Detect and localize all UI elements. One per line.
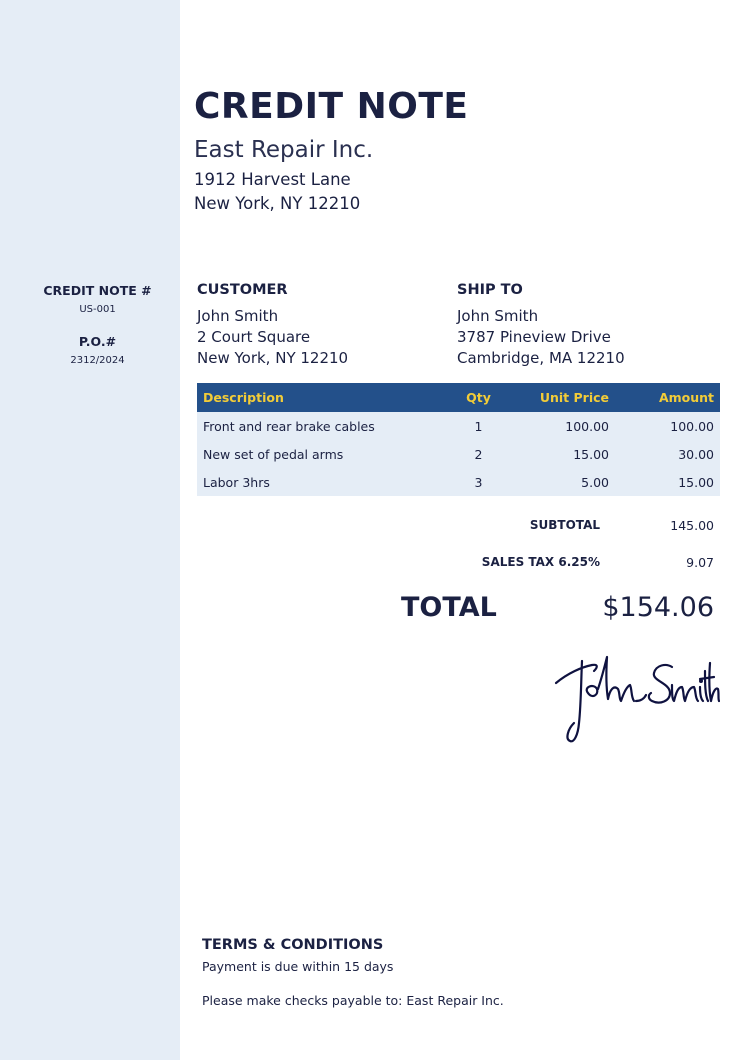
ship-to-heading: SHIP TO <box>457 282 523 298</box>
po-number-value: 2312/2024 <box>70 355 125 366</box>
ship-to-name: John Smith <box>457 307 539 325</box>
credit-note-number-label: CREDIT NOTE # <box>43 283 152 298</box>
terms-heading: TERMS & CONDITIONS <box>202 937 384 953</box>
table-row <box>197 412 720 440</box>
po-number-label: P.O.# <box>78 334 117 349</box>
item-amount: 15.00 <box>678 474 714 490</box>
item-qty: 2 <box>474 446 483 462</box>
item-description: Labor 3hrs <box>203 474 270 490</box>
sales-tax-value: 9.07 <box>686 555 714 570</box>
column-header-unit-price: Unit Price <box>539 390 609 405</box>
table-row <box>197 468 720 496</box>
item-amount: 100.00 <box>670 418 714 434</box>
signature-image <box>548 643 720 751</box>
company-address-line1: 1912 Harvest Lane <box>194 170 351 189</box>
subtotal-value: 145.00 <box>670 518 714 533</box>
item-unit-price: 15.00 <box>573 446 609 462</box>
item-unit-price: 100.00 <box>565 418 609 434</box>
total-label: TOTAL <box>401 592 497 623</box>
company-name: East Repair Inc. <box>194 137 374 163</box>
item-unit-price: 5.00 <box>581 474 609 490</box>
sales-tax-label: SALES TAX 6.25% <box>481 555 600 569</box>
ship-to-address-line1: 3787 Pineview Drive <box>457 328 611 346</box>
customer-address-line1: 2 Court Square <box>197 328 311 346</box>
terms-payment-due: Payment is due within 15 days <box>202 959 394 974</box>
customer-name: John Smith <box>197 307 279 325</box>
item-description: Front and rear brake cables <box>203 418 375 434</box>
credit-note-number-value: US-001 <box>79 304 116 315</box>
document-title: CREDIT NOTE <box>194 86 469 127</box>
item-description: New set of pedal arms <box>203 446 344 462</box>
column-header-amount: Amount <box>658 390 714 405</box>
terms-payable-to: Please make checks payable to: East Repair Inc. <box>202 993 504 1008</box>
sidebar <box>0 0 180 1060</box>
total-value: $154.06 <box>602 592 714 623</box>
item-qty: 3 <box>474 474 483 490</box>
line-items-table <box>197 383 720 496</box>
ship-to-address-line2: Cambridge, MA 12210 <box>457 349 625 367</box>
column-header-description: Description <box>203 390 284 405</box>
table-row <box>197 440 720 468</box>
credit-note-number-block <box>0 283 195 315</box>
customer-address-line2: New York, NY 12210 <box>197 349 349 367</box>
customer-heading: CUSTOMER <box>197 282 288 298</box>
po-number-block <box>0 334 195 366</box>
item-amount: 30.00 <box>678 446 714 462</box>
table-header-row <box>197 383 720 412</box>
company-address-line2: New York, NY 12210 <box>194 194 361 213</box>
item-qty: 1 <box>474 418 483 434</box>
column-header-qty: Qty <box>466 390 491 405</box>
subtotal-label: SUBTOTAL <box>529 518 600 532</box>
